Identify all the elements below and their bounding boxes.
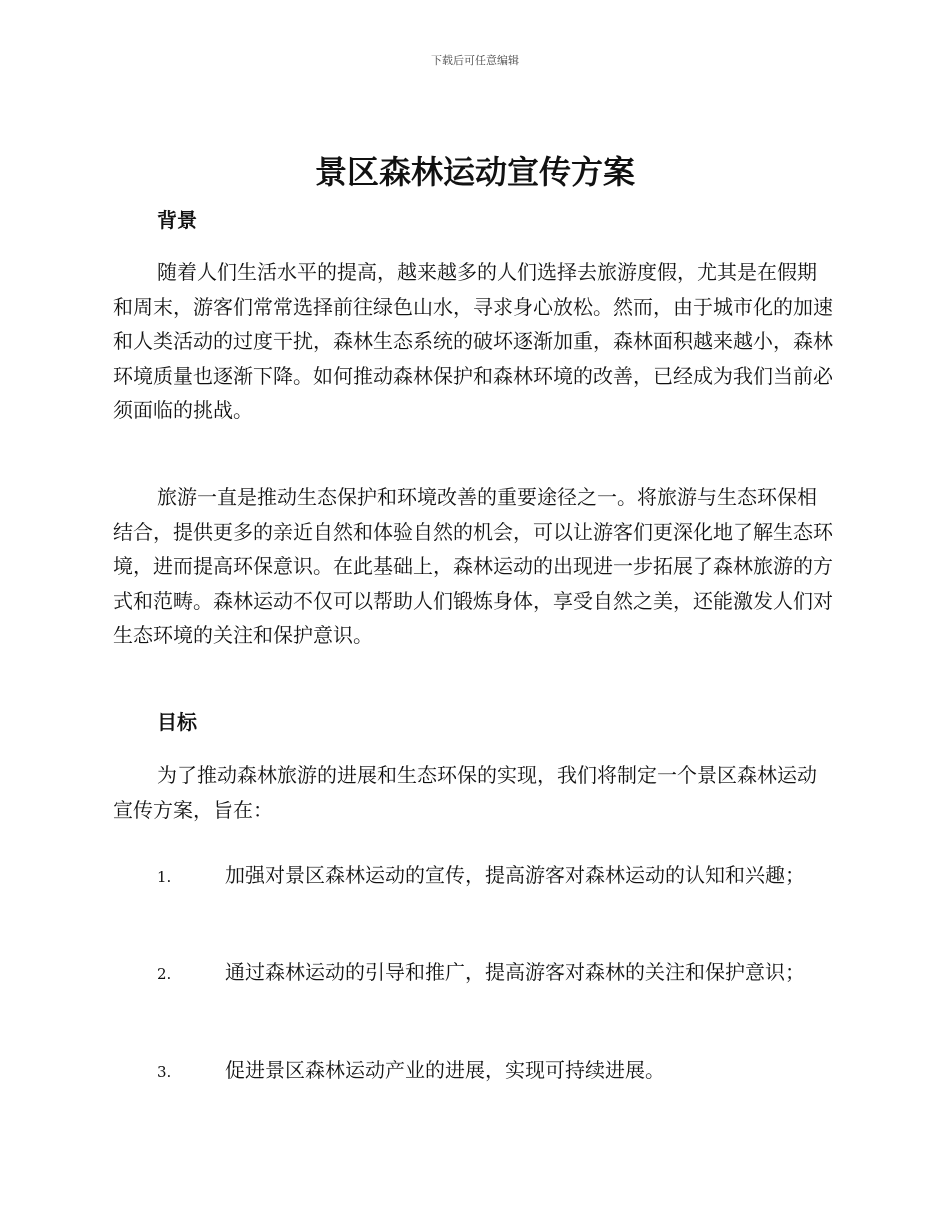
background-paragraph-2: 旅游一直是推动生态保护和环境改善的重要途径之一。将旅游与生态环保相结合，提供更多的亲近自然和体验自然的机会，可以让游客们更深化地了解生态环境，进而提高环保意识。在此基础上，森林运动的出现进一步拓展了森林旅游的方式和范畴。森林运动不仅可以帮助人们锻炼身体，享受自然之美，还能激发人们对生态环境的关注和保护意识。	[113, 485, 833, 647]
document-title: 景区森林运动宣传方案	[314, 153, 635, 191]
list-item-number: 2.	[157, 965, 172, 983]
list-item-text: 加强对景区森林运动的宣传，提高游客对森林运动的认知和兴趣；	[225, 863, 805, 887]
background-paragraph-1: 随着人们生活水平的提高，越来越多的人们选择去旅游度假，尤其是在假期和周末，游客们常常选择前往绿色山水，寻求身心放松。然而，由于城市化的加速和人类活动的过度干扰，森林生态系统的破坏逐渐加重，森林面积越来越小，森林环境质量也逐渐下降。如何推动森林保护和森林环境的改善，已经成为我们当前必须面临的挑战。	[113, 260, 833, 422]
list-item	[113, 855, 833, 897]
header-note: 下载后可任意编辑	[431, 54, 519, 67]
list-item-text: 通过森林运动的引导和推广，提高游客对森林的关注和保护意识；	[225, 960, 805, 984]
list-item-number: 3.	[157, 1063, 172, 1081]
section-heading-goals: 目标	[157, 710, 197, 734]
list-item-text: 促进景区森林运动产业的进展，实现可持续进展。	[225, 1058, 665, 1082]
section-heading-background: 背景	[157, 208, 197, 232]
goals-paragraph: 为了推动森林旅游的进展和生态环保的实现，我们将制定一个景区森林运动宣传方案，旨在：	[113, 763, 817, 822]
list-item-number: 1.	[157, 868, 172, 886]
list-item	[113, 952, 833, 994]
list-item	[113, 1050, 833, 1092]
